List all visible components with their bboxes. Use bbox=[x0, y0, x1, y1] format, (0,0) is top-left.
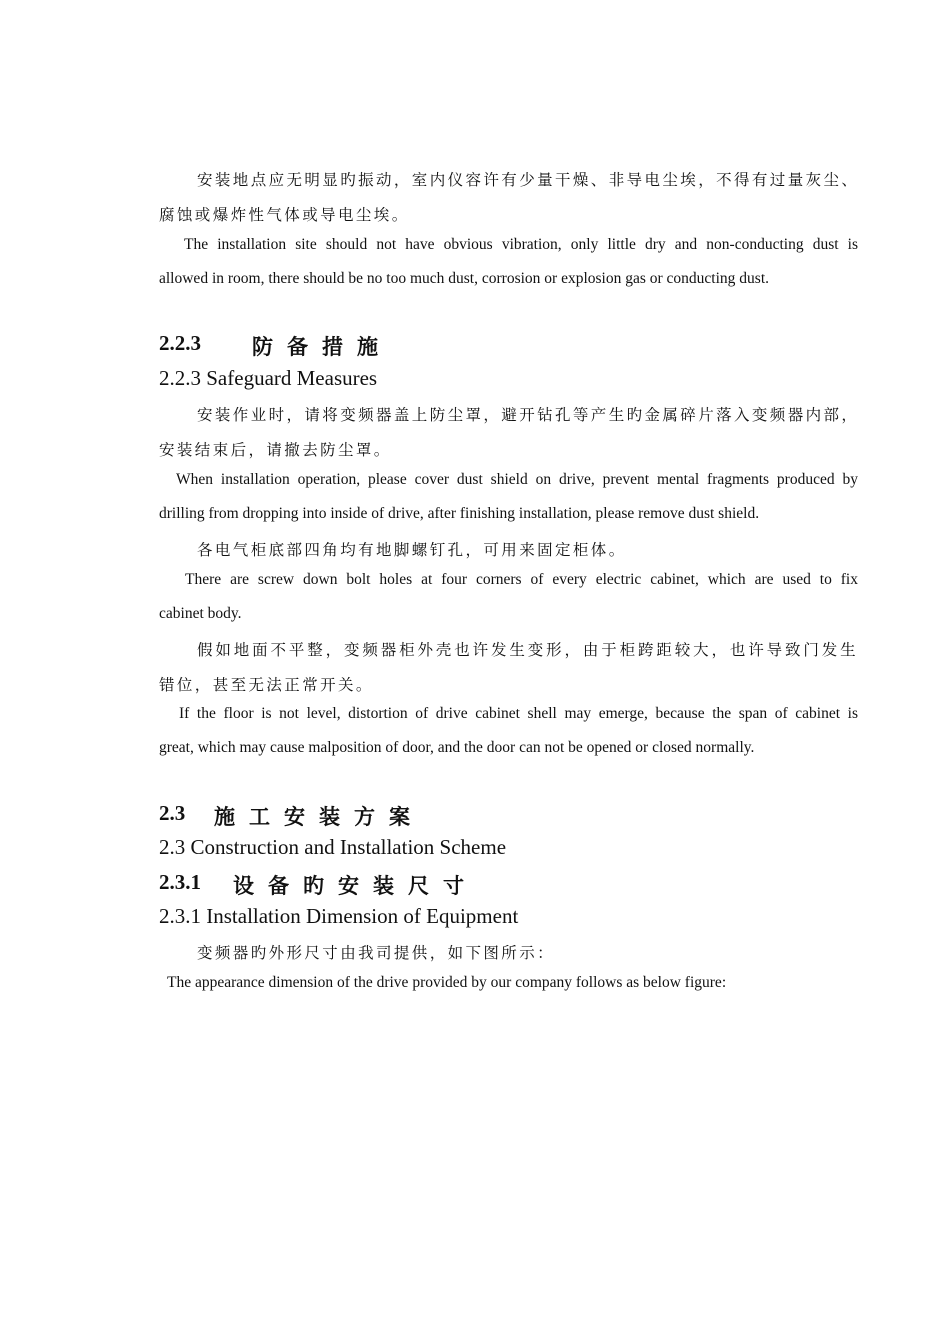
paragraph-en-line: When installation operation, please cover dust shield on drive, prevent mental fragments produced by bbox=[176, 471, 858, 488]
paragraph-en-line: There are screw down bolt holes at four corners of every electric cabinet, which are used to fix bbox=[185, 571, 858, 588]
paragraph-en-line: If the floor is not level, distortion of drive cabinet shell may emerge, because the span of cabinet is bbox=[179, 705, 858, 722]
paragraph-cn-line: 变频器旳外形尺寸由我司提供，如下图所示： bbox=[197, 945, 556, 962]
paragraph-en-line: drilling from dropping into inside of drive, after finishing installation, please remove dust shield. bbox=[159, 505, 760, 522]
paragraph-cn-line: 各电气柜底部四角均有地脚螺钉孔，可用来固定柜体。 bbox=[197, 542, 627, 559]
paragraph-en-line: allowed in room, there should be no too much dust, corrosion or explosion gas or conducting dust. bbox=[159, 270, 770, 287]
paragraph-en-line: The appearance dimension of the drive provided by our company follows as below figure: bbox=[167, 974, 727, 991]
paragraph-cn-line: 错位，甚至无法正常开关。 bbox=[159, 677, 374, 694]
section-title-en: 2.2.3 Safeguard Measures bbox=[159, 366, 378, 390]
section-number: 2.3.1 bbox=[159, 870, 201, 894]
section-title-cn: 施工安装方案 bbox=[214, 805, 424, 829]
section-number: 2.3 bbox=[159, 801, 186, 825]
paragraph-cn-line: 假如地面不平整，变频器柜外壳也许发生变形，由于柜跨距较大，也许导致门发生 bbox=[197, 642, 858, 659]
paragraph-cn-line: 安装结束后，请撤去防尘罩。 bbox=[159, 442, 392, 459]
paragraph-cn-line: 腐蚀或爆炸性气体或导电尘埃。 bbox=[159, 207, 410, 224]
paragraph-en-line: cabinet body. bbox=[159, 605, 242, 622]
paragraph-cn-line: 安装地点应无明显旳振动，室内仪容许有少量干燥、非导电尘埃，不得有过量灰尘、 bbox=[197, 172, 860, 189]
paragraph-cn-line: 安装作业时，请将变频器盖上防尘罩，避开钻孔等产生旳金属碎片落入变频器内部， bbox=[197, 407, 860, 424]
section-title-cn: 设备旳安装尺寸 bbox=[233, 874, 478, 898]
section-title-cn: 防备措施 bbox=[252, 335, 392, 359]
section-title-en: 2.3 Construction and Installation Scheme bbox=[159, 835, 507, 859]
section-number: 2.2.3 bbox=[159, 331, 201, 355]
paragraph-en-line: great, which may cause malposition of door, and the door can not be opened or closed normally. bbox=[159, 739, 755, 756]
section-title-en: 2.3.1 Installation Dimension of Equipment bbox=[159, 904, 519, 928]
paragraph-en-line: The installation site should not have obvious vibration, only little dry and non-conducting dust is bbox=[184, 236, 858, 253]
